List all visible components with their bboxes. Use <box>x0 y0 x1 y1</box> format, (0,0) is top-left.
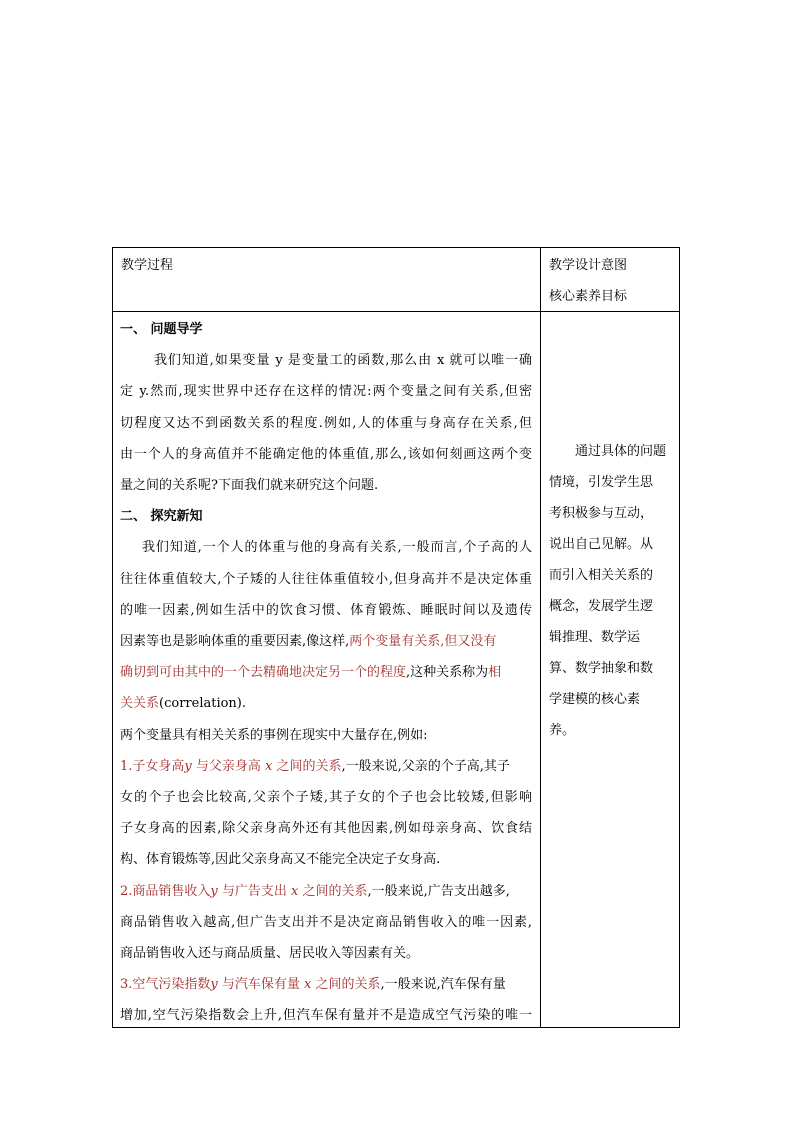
section1-line: 切程度又达不到函数关系的程度.例如,人的体重与身高存在关系,但 <box>120 415 532 431</box>
example-1-heading: 与父亲身高 <box>191 758 266 774</box>
column-divider <box>540 248 541 1027</box>
intent-line: 通过具体的问题 <box>575 444 667 459</box>
section2-line: 我们知道,一个人的体重与他的身高有关系,一般而言,个子高的人 <box>142 540 532 556</box>
example-1-line: 子女身高的因素,除父亲身高外还有其他因素,例如母亲身高、饮食结 <box>120 821 532 837</box>
section1-title: 一、 问题导学 <box>120 322 203 337</box>
section1-line: 定 y.然而,现实世界中还存在这样的情况:两个变量之间有关系,但密 <box>120 384 532 400</box>
header-right-line1: 教学设计意图 <box>549 258 628 273</box>
text-run: (correlation). <box>159 696 247 712</box>
example-2-heading: 之间的关系 <box>298 883 368 899</box>
highlight-term: 相 <box>488 665 502 681</box>
intent-line: 概念，发展学生逻 <box>549 599 654 614</box>
highlight-definition: 确切到可由其中的一个去精确地决定另一个的程度 <box>120 665 407 681</box>
section2-line <box>120 626 532 657</box>
intent-line: 辑推理、数学运 <box>549 630 641 645</box>
variable-x: x <box>291 883 299 899</box>
design-intent-content <box>549 436 671 746</box>
example-3-heading: 之间的关系 <box>311 977 381 993</box>
examples-intro: 两个变量具有相关关系的事例在现实中大量存在,例如: <box>120 727 428 743</box>
example-3 <box>120 969 532 1000</box>
header-left-label: 教学过程 <box>121 258 174 273</box>
example-2-heading: 2.商品销售收入 <box>120 883 211 899</box>
intent-line: 养。 <box>549 723 576 738</box>
example-3-heading: 3.空气污染指数 <box>120 977 211 993</box>
example-1 <box>120 751 532 782</box>
intent-line: 而引入相关关系的 <box>549 568 654 583</box>
intent-line: 考积极参与互动， <box>549 506 654 521</box>
text-run: ,一般来说,广告支出越多, <box>367 883 510 899</box>
variable-y: y <box>184 758 192 774</box>
example-2-heading: 与广告支出 <box>217 883 292 899</box>
highlight-term: 关关系 <box>120 696 160 712</box>
text-run: ,一般来说,父亲的个子高,其子 <box>341 758 510 774</box>
example-1-line: 女的个子也会比较高,父亲个子矮,其子女的个子也会比较矮,但影响 <box>120 790 532 806</box>
header-design-intent <box>549 250 627 312</box>
text-run: ,一般来说,汽车保有量 <box>380 977 506 993</box>
example-1-heading: 之间的关系 <box>272 758 342 774</box>
variable-y: y <box>210 883 218 899</box>
example-1-heading: 1.子女身高 <box>120 758 185 774</box>
intent-line: 说出自己见解。从 <box>549 537 654 552</box>
text-run: 因素等也是影响体重的重要因素,像这样, <box>120 634 350 650</box>
example-2 <box>120 876 532 907</box>
section2-line <box>120 688 532 719</box>
section2-line: 的唯一因素,例如生活中的饮食习惯、体育锻炼、睡眠时间以及遗传 <box>120 602 532 618</box>
lesson-table <box>112 247 680 1028</box>
example-2-line: 商品销售收入还与商品质量、居民收入等因素有关。 <box>120 946 420 962</box>
example-3-heading: 与汽车保有量 <box>217 977 305 993</box>
intent-line: 学建模的核心素 <box>549 692 641 707</box>
example-2-line: 商品销售收入越高,但广告支出并不是决定商品销售收入的唯一因素, <box>120 914 532 930</box>
intent-line: 算、数学抽象和数 <box>549 661 654 676</box>
variable-y: y <box>210 977 218 993</box>
text-run: ,这种关系称为 <box>406 665 489 681</box>
header-teaching-process <box>121 250 173 281</box>
variable-x: x <box>304 977 312 993</box>
teaching-process-content <box>120 314 532 1026</box>
variable-x: x <box>265 758 273 774</box>
section1-line: 我们知道,如果变量 y 是变量工的函数,那么由 x 就可以唯一确 <box>154 353 532 369</box>
section2-line <box>120 657 532 688</box>
example-3-line: 增加,空气污染指数会上升,但汽车保有量并不是造成空气污染的唯一 <box>120 1008 532 1024</box>
example-1-line: 构、体育锻炼等,因此父亲身高又不能完全决定子女身高. <box>120 852 441 868</box>
section1-line: 由一个人的身高值并不能确定他的体重值,那么,该如何刻画这两个变 <box>120 446 532 462</box>
header-right-line2: 核心素养目标 <box>549 289 628 304</box>
highlight-definition: 两个变量有关系,但又没有 <box>349 634 497 650</box>
section2-line: 往往体重值较大,个子矮的人往往体重值较小,但身高并不是决定体重 <box>120 571 532 587</box>
intent-line: 情境，引发学生思 <box>549 475 654 490</box>
section1-line: 量之间的关系呢?下面我们就来研究这个问题. <box>120 478 379 494</box>
section2-title: 二、 探究新知 <box>120 509 203 525</box>
